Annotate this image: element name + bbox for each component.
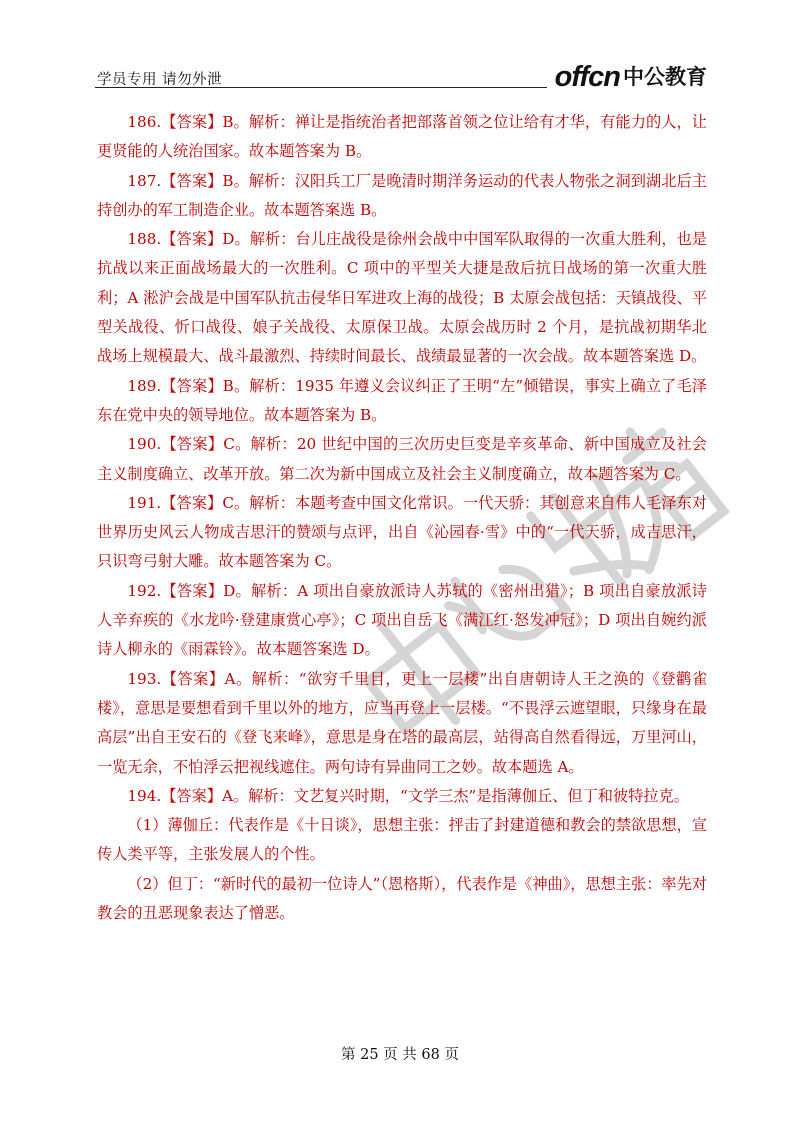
answer-186: 186.【答案】B。解析：禅让是指统治者把部落首领之位让给有才华，有能力的人，让更贤能的人统治国家。故本题答案为 B。 [97,113,707,161]
answer-189: 189.【答案】B。解析：1935 年遵义会议纠正了王明“左”倾错误，事实上确立了毛泽东在党中央的领导地位。故本题答案为 B。 [97,376,707,424]
logo-latin-text: offcn [554,61,620,93]
answer-194: 194.【答案】A。解析：文艺复兴时期，“文学三杰”是指薄伽丘、但丁和彼特拉克。 [127,786,689,805]
offcn-logo [555,60,707,92]
answer-193: 193.【答案】A。解析：“欲穷千里目，更上一层楼”出自唐朝诗人王之涣的《登鹳雀楼》，意思是要想看到千里以外的地方，应当再登上一层楼。“不畏浮云遮望眼，只缘身在最高层”出自王安石的《登飞来峰》，意思是身在塔的最高层，站得高自然看得远，万里河山，一览无余，不怕浮云把视线遮住。两句诗有异曲同工之妙。故本题选 A。 [97,669,707,776]
page-footer: 第 25 页 共 68 页 [341,1047,459,1063]
header-divider [95,87,547,88]
header-notice: 学员专用 请勿外泄 [97,72,223,88]
logo-chinese-text: 中公教育 [623,65,707,89]
answer-187: 187.【答案】B。解析：汉阳兵工厂是晚清时期洋务运动的代表人物张之洞到湖北后主持创办的军工制造企业。故本题答案选 B。 [97,171,707,219]
answer-190: 190.【答案】C。解析：20 世纪中国的三次历史巨变是辛亥革命、新中国成立及社会主义制度确立、改革开放。第二次为新中国成立及社会主义制度确立，故本题答案为 C。 [97,435,707,483]
answer-191: 191.【答案】C。解析：本题考查中国文化常识。一代天骄：其创意来自伟人毛泽东对世界历史风云人物成吉思汗的赞颂与点评，出自《沁园春·雪》中的“一代天骄，成吉思汗，只识弯弓射大雕。故本题答案为 C。 [97,493,707,571]
answer-194-item-2: （2）但丁：“新时代的最初一位诗人”（恩格斯），代表作是《神曲》，思想主张：率先对教会的丑恶现象表达了憎恶。 [97,874,707,923]
answer-content [97,108,707,928]
answer-194-item-1: （1）薄伽丘：代表作是《十日谈》，思想主张：抨击了封建道德和教会的禁欲思想，宣传人类平等，主张发展人的个性。 [97,816,707,864]
answer-192: 192.【答案】D。解析：A 项出自豪放派诗人苏轼的《密州出猎》；B 项出自豪放派诗人辛弃疾的《水龙吟·登建康赏心亭》；C 项出自岳飞《满江红·怒发冲冠》；D 项出自婉约派诗人柳永的《雨霖铃》。故本题答案选 D。 [97,581,707,659]
page-header [95,62,707,92]
answer-188: 188.【答案】D。解析：台儿庄战役是徐州会战中中国军队取得的一次重大胜利，也是抗战以来正面战场最大的一次胜利。C 项中的平型关大捷是敌后抗日战场的第一次重大胜利；A 淞沪会战是中国军队抗击侵华日军进攻上海的战役；B 太原会战包括：天镇战役、平型关战役、忻口战役、娘子关战役、太原保卫战。太原会战历时 2 个月，是抗战初期华北战场上规模最大、战斗最激烈、持续时间最长、战绩最显著的一次会战。故本题答案选 D。 [97,230,707,366]
